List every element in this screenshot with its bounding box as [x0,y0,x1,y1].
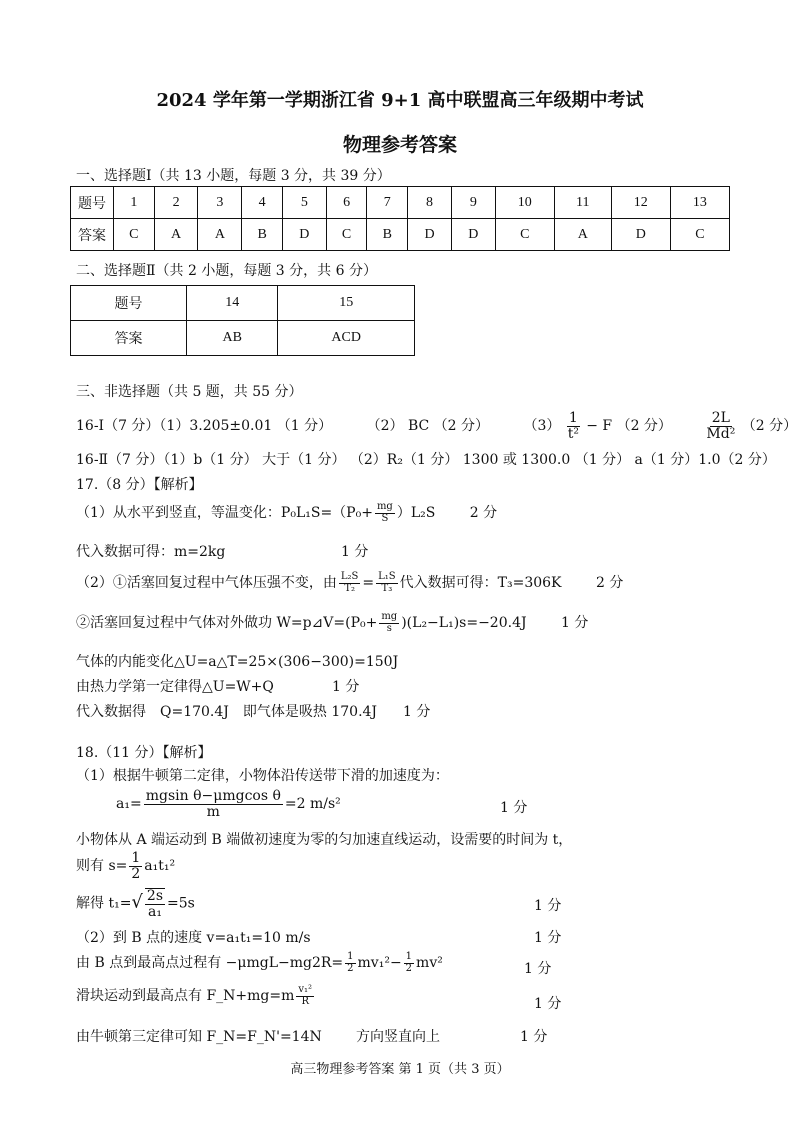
q18-line-2 [116,789,341,819]
table-cell: 6 [326,187,367,219]
q17-line-5: 气体的内能变化△U=a△T=25×(306−300)=150J [76,654,399,670]
table-cell: 10 [495,187,554,219]
section-3-heading: 三、非选择题（共 5 题，共 55 分） [76,384,303,400]
text: 由 B 点到最高点过程有 −μmgL−mg2R= [76,955,344,971]
table-cell: 7 [367,187,408,219]
text: 滑块运动到最高点有 F_N+mg=m [76,988,295,1004]
score: 2 分 [595,575,624,591]
q17-line-2: 代入数据可得：m=2kg [76,544,226,560]
table-cell: A [198,219,242,251]
fraction: $\frac{1}{\text{t²}}$ [567,410,579,442]
q18-line-4 [76,851,175,881]
score: 2 分 [469,505,498,521]
fraction: $\frac{1}{2}$ [131,850,141,882]
text: =2 m/s² [284,796,341,813]
page-footer: 高三物理参考答案 第 1 页（共 3 页） [290,1062,510,1077]
fraction: $\frac{1}{2}$ [347,951,354,974]
text: a₁= [116,796,142,813]
row-label: 题号 [71,286,187,321]
fraction: $\frac{1}{2}$ [405,951,413,974]
table-cell: B [367,219,408,251]
fraction: $\frac{\text{v₁²}}{R}$ [298,984,313,1007]
fraction: $\frac{mg}{S}$ [376,501,393,524]
table-cell: 12 [611,187,670,219]
table-row [71,321,415,356]
text: )(L₂−L₁)s=−20.4J [401,615,527,631]
table-cell: A [154,219,198,251]
q16-1-part1: 16-Ⅰ（7 分）（1）3.205±0.01 （1 分） [76,418,333,435]
text: （1）从水平到竖直，等温变化：P₀L₁S=（P₀+ [76,505,373,521]
fraction: $\frac{\text{L₁S}}{\text{T₃}}$ [378,571,396,594]
text: （2）①活塞回复过程中气体压强不变，由 [76,575,337,591]
text: ②活塞回复过程中气体对外做功 W=p⊿V=(P₀+ [76,615,378,631]
table-cell: C [670,219,729,251]
table-cell: 13 [670,187,729,219]
score: 1 分 [534,930,562,946]
row-label: 题号 [71,187,114,219]
table-cell: 14 [187,286,278,321]
table-cell: D [408,219,452,251]
row-label: 答案 [71,219,114,251]
score: 1 分 [520,1029,548,1045]
text: mv₁²− [357,955,402,971]
table-cell: B [242,219,283,251]
text: mv² [416,955,443,971]
score: 1 分 [332,679,360,695]
table-cell: 3 [198,187,242,219]
text: a₁t₁² [144,858,176,875]
q18-line-7 [76,952,443,974]
table-cell: 5 [282,187,326,219]
text: 则有 s= [76,858,128,875]
q17-line-6: 由热力学第一定律得△U=W+Q [76,679,274,695]
q17-line-1 [76,502,497,524]
table-cell: 4 [242,187,283,219]
q16-1-line [76,411,797,441]
q16-1-part3-rest: − F （2 分） [586,418,672,435]
table-cell: D [451,219,495,251]
table-cell: D [282,219,326,251]
fraction: $\frac{mg}{s}$ [381,611,398,634]
table-cell: 15 [278,286,415,321]
table-cell: 9 [451,187,495,219]
q16-2-line: 16-Ⅱ（7 分）（1）b（1 分） 大于（1 分） （2）R₂（1 分） 1300 或 1300.0 （1 分） a（1 分）1.0（2 分） [76,452,776,468]
q18-line-8 [76,985,316,1007]
q16-1-part3: （3） [523,418,561,435]
table-cell: A [554,219,611,251]
score: 1 分 [534,996,562,1012]
text: =5s [167,895,195,912]
text: 代入数据可得：T₃=306K [399,575,562,591]
table-cell: C [114,219,155,251]
sqrt-icon: √ [131,891,143,913]
table-row [71,219,730,251]
q17-line-3 [76,572,623,594]
text: ）L₂S [396,505,436,521]
table-cell: C [495,219,554,251]
q17-heading: 17.（8 分）【解析】 [76,477,203,493]
exam-title: 2024 学年第一学期浙江省 9+1 高中联盟高三年级期中考试 [156,90,644,111]
fraction: $\frac{\text{mgsin θ−μmgcos θ}}{m}$ [145,788,281,820]
fraction: $\frac{2L}{\text{Md²}}$ [706,410,736,442]
q18-line-1: （1）根据牛顿第二定律，小物体沿传送带下滑的加速度为： [76,768,449,784]
page-title: 物理参考答案 [342,134,457,156]
score: 1 分 [524,961,552,977]
section-1-heading: 一、选择题Ⅰ（共 13 小题，每题 3 分，共 39 分） [76,168,391,184]
text: = [362,575,375,591]
fraction: $\frac{\text{L₂S}}{\text{T₂}}$ [340,571,359,594]
q16-1-part2: （2） BC （2 分） [366,418,490,435]
score: 1 分 [561,615,589,631]
answer-table-2 [70,285,415,356]
score: 1 分 [341,544,369,560]
table-row [71,286,415,321]
text: 解得 t₁= [76,895,132,912]
table-row [71,187,730,219]
q17-line-4 [76,612,588,634]
answer-table-1 [70,186,730,251]
q16-1-part4-score: （2 分） [741,418,798,435]
q18-heading: 18.（11 分）【解析】 [76,745,212,761]
table-cell: C [326,219,367,251]
table-cell: 11 [554,187,611,219]
direction-text: 方向竖直向上 [356,1029,440,1045]
table-cell: 8 [408,187,452,219]
fraction: $\frac{2s}{\text{a₁}}$ [146,888,163,920]
row-label: 答案 [71,321,187,356]
score: 1 分 [534,898,562,914]
table-cell: ACD [278,321,415,356]
q18-line-6: （2）到 B 点的速度 v=a₁t₁=10 m/s [76,930,311,946]
score: 1 分 [403,704,431,720]
q18-line-3: 小物体从 A 端运动到 B 端做初速度为零的匀加速直线运动，设需要的时间为 t， [76,832,573,848]
table-cell: 2 [154,187,198,219]
table-cell: D [611,219,670,251]
section-2-heading: 二、选择题Ⅱ（共 2 小题，每题 3 分，共 6 分） [76,263,377,279]
q18-line-5 [76,888,195,919]
q18-line-9: 由牛顿第三定律可知 F_N=F_N'=14N [76,1029,322,1045]
q17-line-7: 代入数据得 Q=170.4J 即气体是吸热 170.4J [76,704,378,720]
table-cell: AB [187,321,278,356]
table-cell: 1 [114,187,155,219]
score: 1 分 [500,800,528,816]
